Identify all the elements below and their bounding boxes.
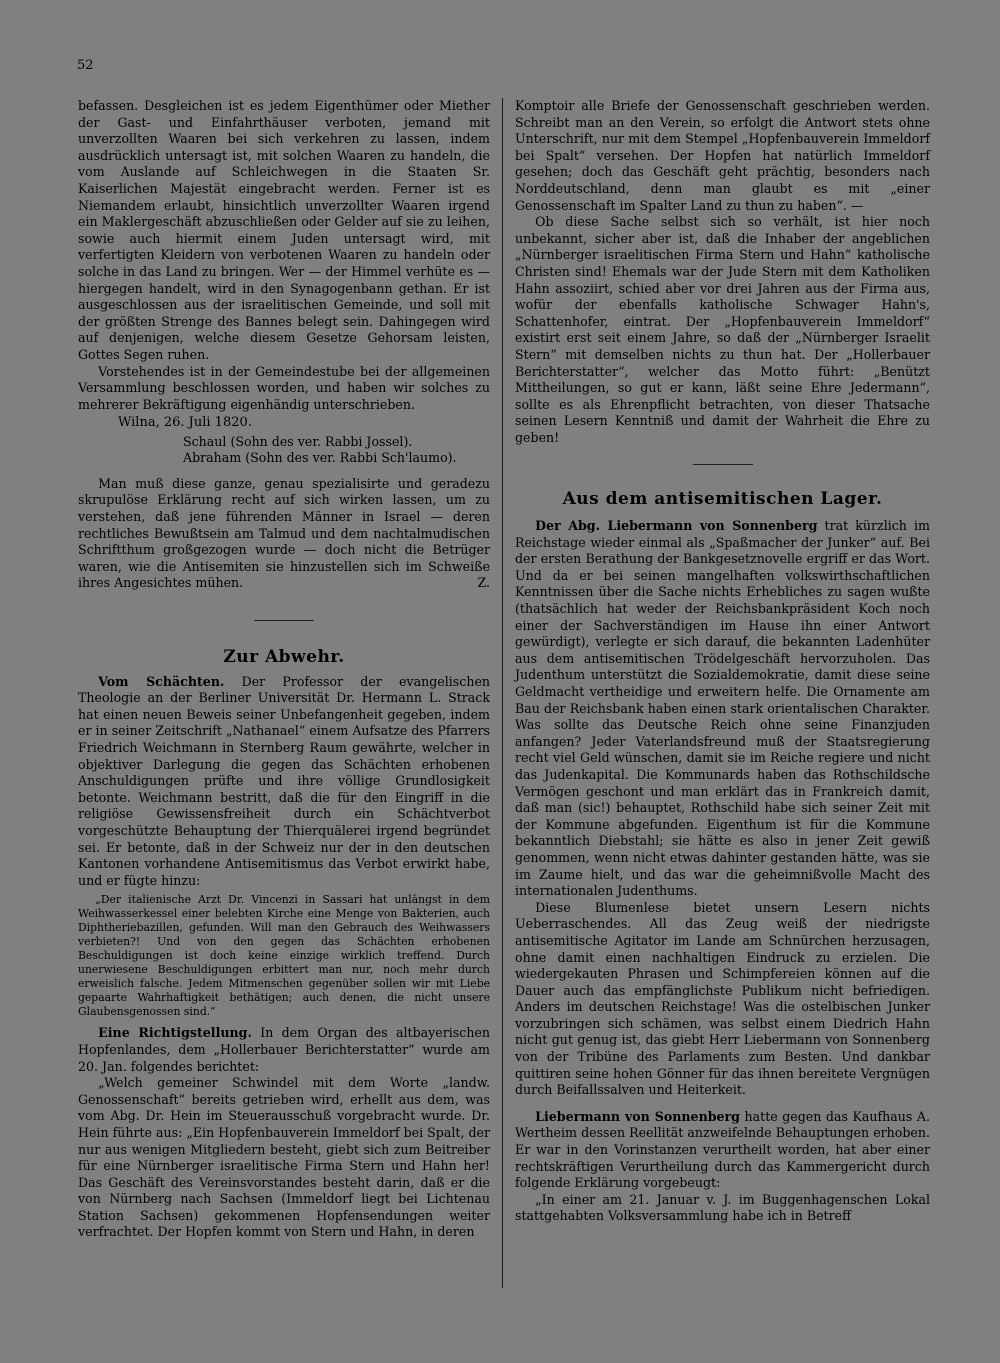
article-quote: „In einer am 21. Januar v. J. im Buggenhagenschen Lokal stattgehabten Volksversammlung habe ich in Betreff xyxy=(515,1191,930,1224)
signature-2: Abraham (Sohn des ver. Rabbi Sch'laumo). xyxy=(183,449,457,465)
article-liebermann-1 xyxy=(515,518,930,900)
article-quote: „Der italienische Arzt Dr. Vincenzi in Sassari hat unlängst in dem Weihwasserkessel einer belebten Kirche eine Menge von Bakterien, auch Diphtheriebazillen, gefunden. Will man den Gebrauch des Weihwassers verbieten?! Und von den gegen das Schächten erhobenen Beschuldigungen ist doch keine einzige wirklich treffend. Durch unerwiesene Beschuldigungen erbittert man nur, noch mehr durch erweislich falsche. Jedem Mitmenschen gegenüber sollen wir mit Liebe gepaarte Wahrhaftigkeit bethätigen; auch denen, die nicht unsere Glaubensgenossen sind.“ xyxy=(78,893,490,1019)
right-paragraph-1: Komptoir alle Briefe der Genossenschaft geschrieben werden. Schreibt man an den Verein, so erfolgt die Antwort stets ohne Unterschrift, nur mit dem Stempel „Hopfenbauverein Immeldorf bei Spalt“ versehen. Der Hopfen hat natürlich Immeldorf gesehen; doch das Geschäft geht prächtig, besonders nach Norddeutschland, denn man glaubt es mit „einer Genossenschaft im Spalter Land zu thun zu haben“. — xyxy=(515,98,930,213)
author-initial: Z. xyxy=(477,575,490,591)
article-body: Der Professor der evangelischen Theologie an der Berliner Universität Dr. Hermann L. Strack hat einen neuen Beweis seiner Unbefangenheit gegeben, indem er in seiner Zeitschrift „Nathanael“ einem Aufsatze des Pfarrers Friedrich Weichmann in Sternberg Raum gewährte, welcher in objektiver Darlegung die gegen das Schächten erhobenen Anschuldigungen prüfte und ihre völlige Grundlosigkeit betonte. Weichmann bestritt, daß die für den Eingriff in die religiöse Gewissensfreiheit durch ein Schächtverbot vorgeschützte Behauptung der Thierquälerei irgend begründet sei. Er betonte, daß in der Schweiz nur der in den deutschen Kantonen vorhandene Antisemitismus das Verbot erwirkt habe, und er fügte hinzu: xyxy=(78,673,491,888)
article-body: In dem Organ des altbayerischen Hopfenlandes, dem „Hollerbauer Berichterstatter“ wurde am 20. Jan. folgendes berichtet: xyxy=(78,1025,490,1074)
article-body: trat kürzlich im Reichstage wieder einmal als „Spaßmacher der Junker“ auf. Bei der ersten Berathung der Bankgesetznovelle ergriff er das Wort. Und da er bei seinen mangelhaften volkswirthschaftlichen Kenntnissen über die Sache nichts Erhebliches zu sagen wußte (thatsächlich hat weder der Reichsbankpräsident Koch noch einer der Sachverständigen im Hause ihn einer Antwort gewürdigt), verlegte er sich darauf, die bekannten Ladenhüter aus dem antisemitischen Trödelgeschäft hervorzuholen. Das Judenthum unterstützt die Sozialdemokratie, damit diese seine Geldmacht vertheidige und erweitern helfe. Die Ornamente am Bau der Reichsbank haben einen stark orientalischen Charakter. Was sollte das Deutsche Reich ohne seine Finanzjuden anfangen? Jeder Vaterlandsfreund muß der Staatsregierung recht viel Geld wünschen, damit sie im Reiche regiere und nicht das Judenkapital. Die Kommunards haben das Rothschildsche Vermögen geschont und man erklärt das in Frankreich damit, daß man (sic!) behauptet, Rothschild habe sich seiner Zeit mit der Kommune abgefunden. Eigenthum ist für die Kommune bekanntlich Diebstahl; sie hätte es also in jener Zeit gewiß genommen, wenn nicht etwas dahinter gestanden hätte, was sie im Zaume hielt, und das war die geheimnißvolle Macht des internationalen Judenthums. xyxy=(515,518,930,899)
article-liebermann-1-continued: Diese Blumenlese bietet unsern Lesern nichts Ueberraschendes. All das Zeug weiß der niedrigste antisemitische Agitator im Lande am Schnürchen herzusagen, ohne damit einen nachhaltigen Eindruck zu erzielen. Die wiedergekauten Phrasen und Schimpfereien können auf die Dauer auch das empfänglichste Publikum nicht befriedigen. Anders im deutschen Reichstage! Was die ostelbischen Junker vorzubringen sich schämen, was selbst einem Diedrich Hahn nicht gut genug ist, das giebt Herr Liebermann von Sonnenberg von der Tribüne des Parlaments zum Besten. Und dankbar quittiren seine hohen Gönner für das ihnen bereitete Vergnügen durch Beifallssalven und Heiterkeit. xyxy=(515,899,930,1098)
article-quote: „Welch gemeiner Schwindel mit dem Worte „landw. Genossenschaft“ bereits getrieben wird, erhellt aus dem, was vom Abg. Dr. Hein im Steuerausschuß vorgebracht wurde. Dr. Hein führte aus: „Ein Hopfenbauverein Immeldorf bei Spalt, der nur aus wenigen Mitgliedern besteht, giebt sich zum Beitreiber für eine Nürnberger israelitische Firma Stern und Hahn her! Das Geschäft des Vereinsvorstandes besteht darin, daß er die von Nürnberg nach Sachsen (Immeldorf liegt bei Lichtenau Station Sachsen) gekommenen Hopfensendungen weiter verfrachtet. Der Hopfen kommt von Stern und Hahn, in deren xyxy=(78,1075,490,1240)
article-heading: Eine Richtigstellung. xyxy=(98,1025,252,1041)
page-number: 52 xyxy=(77,58,94,73)
left-column xyxy=(78,98,490,1241)
section-title-zur-abwehr: Zur Abwehr. xyxy=(223,647,345,668)
article-heading: Liebermann von Sonnenberg xyxy=(535,1108,740,1124)
section-title-antisemitisches-lager: Aus dem antisemitischen Lager. xyxy=(562,489,883,510)
article-richtigstellung xyxy=(78,1025,490,1075)
left-paragraph-3 xyxy=(78,476,490,592)
column-divider xyxy=(502,98,503,1288)
dateline: Wilna, 26. Juli 1820. xyxy=(118,415,252,431)
right-paragraph-2: Ob diese Sache selbst sich so verhält, ist hier noch unbekannt, sicher aber ist, daß die Inhaber der angeblichen „Nürnberger israelitischen Firma Stern und Hahn“ katholische Christen sind! Ehemals war der Jude Stern mit dem Katholiken Hahn assoziirt, schied aber vor drei Jahren aus der Firma aus, wofür der ebenfalls katholische Schwager Hahn's, Schattenhofer, eintrat. Der „Hopfenbauverein Immeldorf“ existirt erst seit einem Jahre, so daß der „Nürnberger Israelit Stern“ mit demselben nichts zu thun hat. Der „Hollerbauer Berichterstatter“, welcher das Motto führt: „Benützt Mittheilungen, so gut er kann, läßt seine Ehre Jedermann“, sollte es als Ehrenpflicht betrachten, von dieser Thatsache seinen Lesern Kenntniß und damit der Wahrheit die Ehre zu geben! xyxy=(515,214,930,445)
article-heading: Der Abg. Liebermann von Sonnenberg xyxy=(535,518,818,534)
left-paragraph-3-text: Man muß diese ganze, genau spezialisirte und geradezu skrupulöse Erklärung recht auf sich wirken lassen, um zu verstehen, daß jene führenden Männer in Israel — deren rechtliches Bewußtsein am Talmud und dem nachtalmudischen Schriftthum großgezogen wurde — doch nicht die Betrüger waren, wie die Antisemiten sie hinzustellen sich im Schweiße ihres Angesichtes mühen. xyxy=(78,475,490,591)
article-liebermann-2 xyxy=(515,1109,930,1192)
separator-rule xyxy=(254,620,314,621)
separator-rule xyxy=(693,464,753,465)
signature-1: Schaul (Sohn des ver. Rabbi Jossel). xyxy=(183,433,413,449)
article-body: hatte gegen das Kaufhaus A. Wertheim dessen Reellität anzweifelnde Behauptungen erhoben. Er war in den Vorinstanzen verurtheilt worden, hat aber einer rechtskräftigen Verurtheilung durch das Kammergericht durch folgende Erklärung vorgebeugt: xyxy=(515,1108,930,1191)
article-heading: Vom Schächten. xyxy=(98,673,225,689)
left-paragraph-2: Vorstehendes ist in der Gemeindestube bei der allgemeinen Versammlung beschlossen worden, und haben wir solches zu mehrerer Bekräftigung eigenhändig unterschrieben. xyxy=(78,363,490,412)
article-schaechten xyxy=(78,674,490,890)
left-paragraph-1: befassen. Desgleichen ist es jedem Eigenthümer oder Miether der Gast- und Einfahrthäuser verboten, jemand mit unverzollten Waaren bei sich verkehren zu lassen, indem ausdrücklich untersagt ist, mit solchen Waaren zu handeln, die vom Auslande auf Schleichwegen in die Staaten Sr. Kaiserlichen Majestät eingebracht werden. Ferner ist es Niemandem erlaubt, hinsichtlich unverzollter Waaren irgend ein Maklergeschäft abzuschließen oder Gelder auf sie zu leihen, sowie auch hiermit einem Juden untersagt wird, mit verfertigten Kleidern von verbotenen Waaren zu handeln oder solche in das Land zu bringen. Wer — der Himmel verhüte es — hiergegen handelt, wird in den Synagogenbann gethan. Er ist ausgeschlossen aus der israelitischen Gemeinde, und soll mit der größten Strenge des Bannes belegt sein. Dahingegen wird auf denjenigen, welche diesem Gesetze Gehorsam leisten, Gottes Segen ruhen. xyxy=(78,98,490,362)
right-column xyxy=(515,98,930,1225)
